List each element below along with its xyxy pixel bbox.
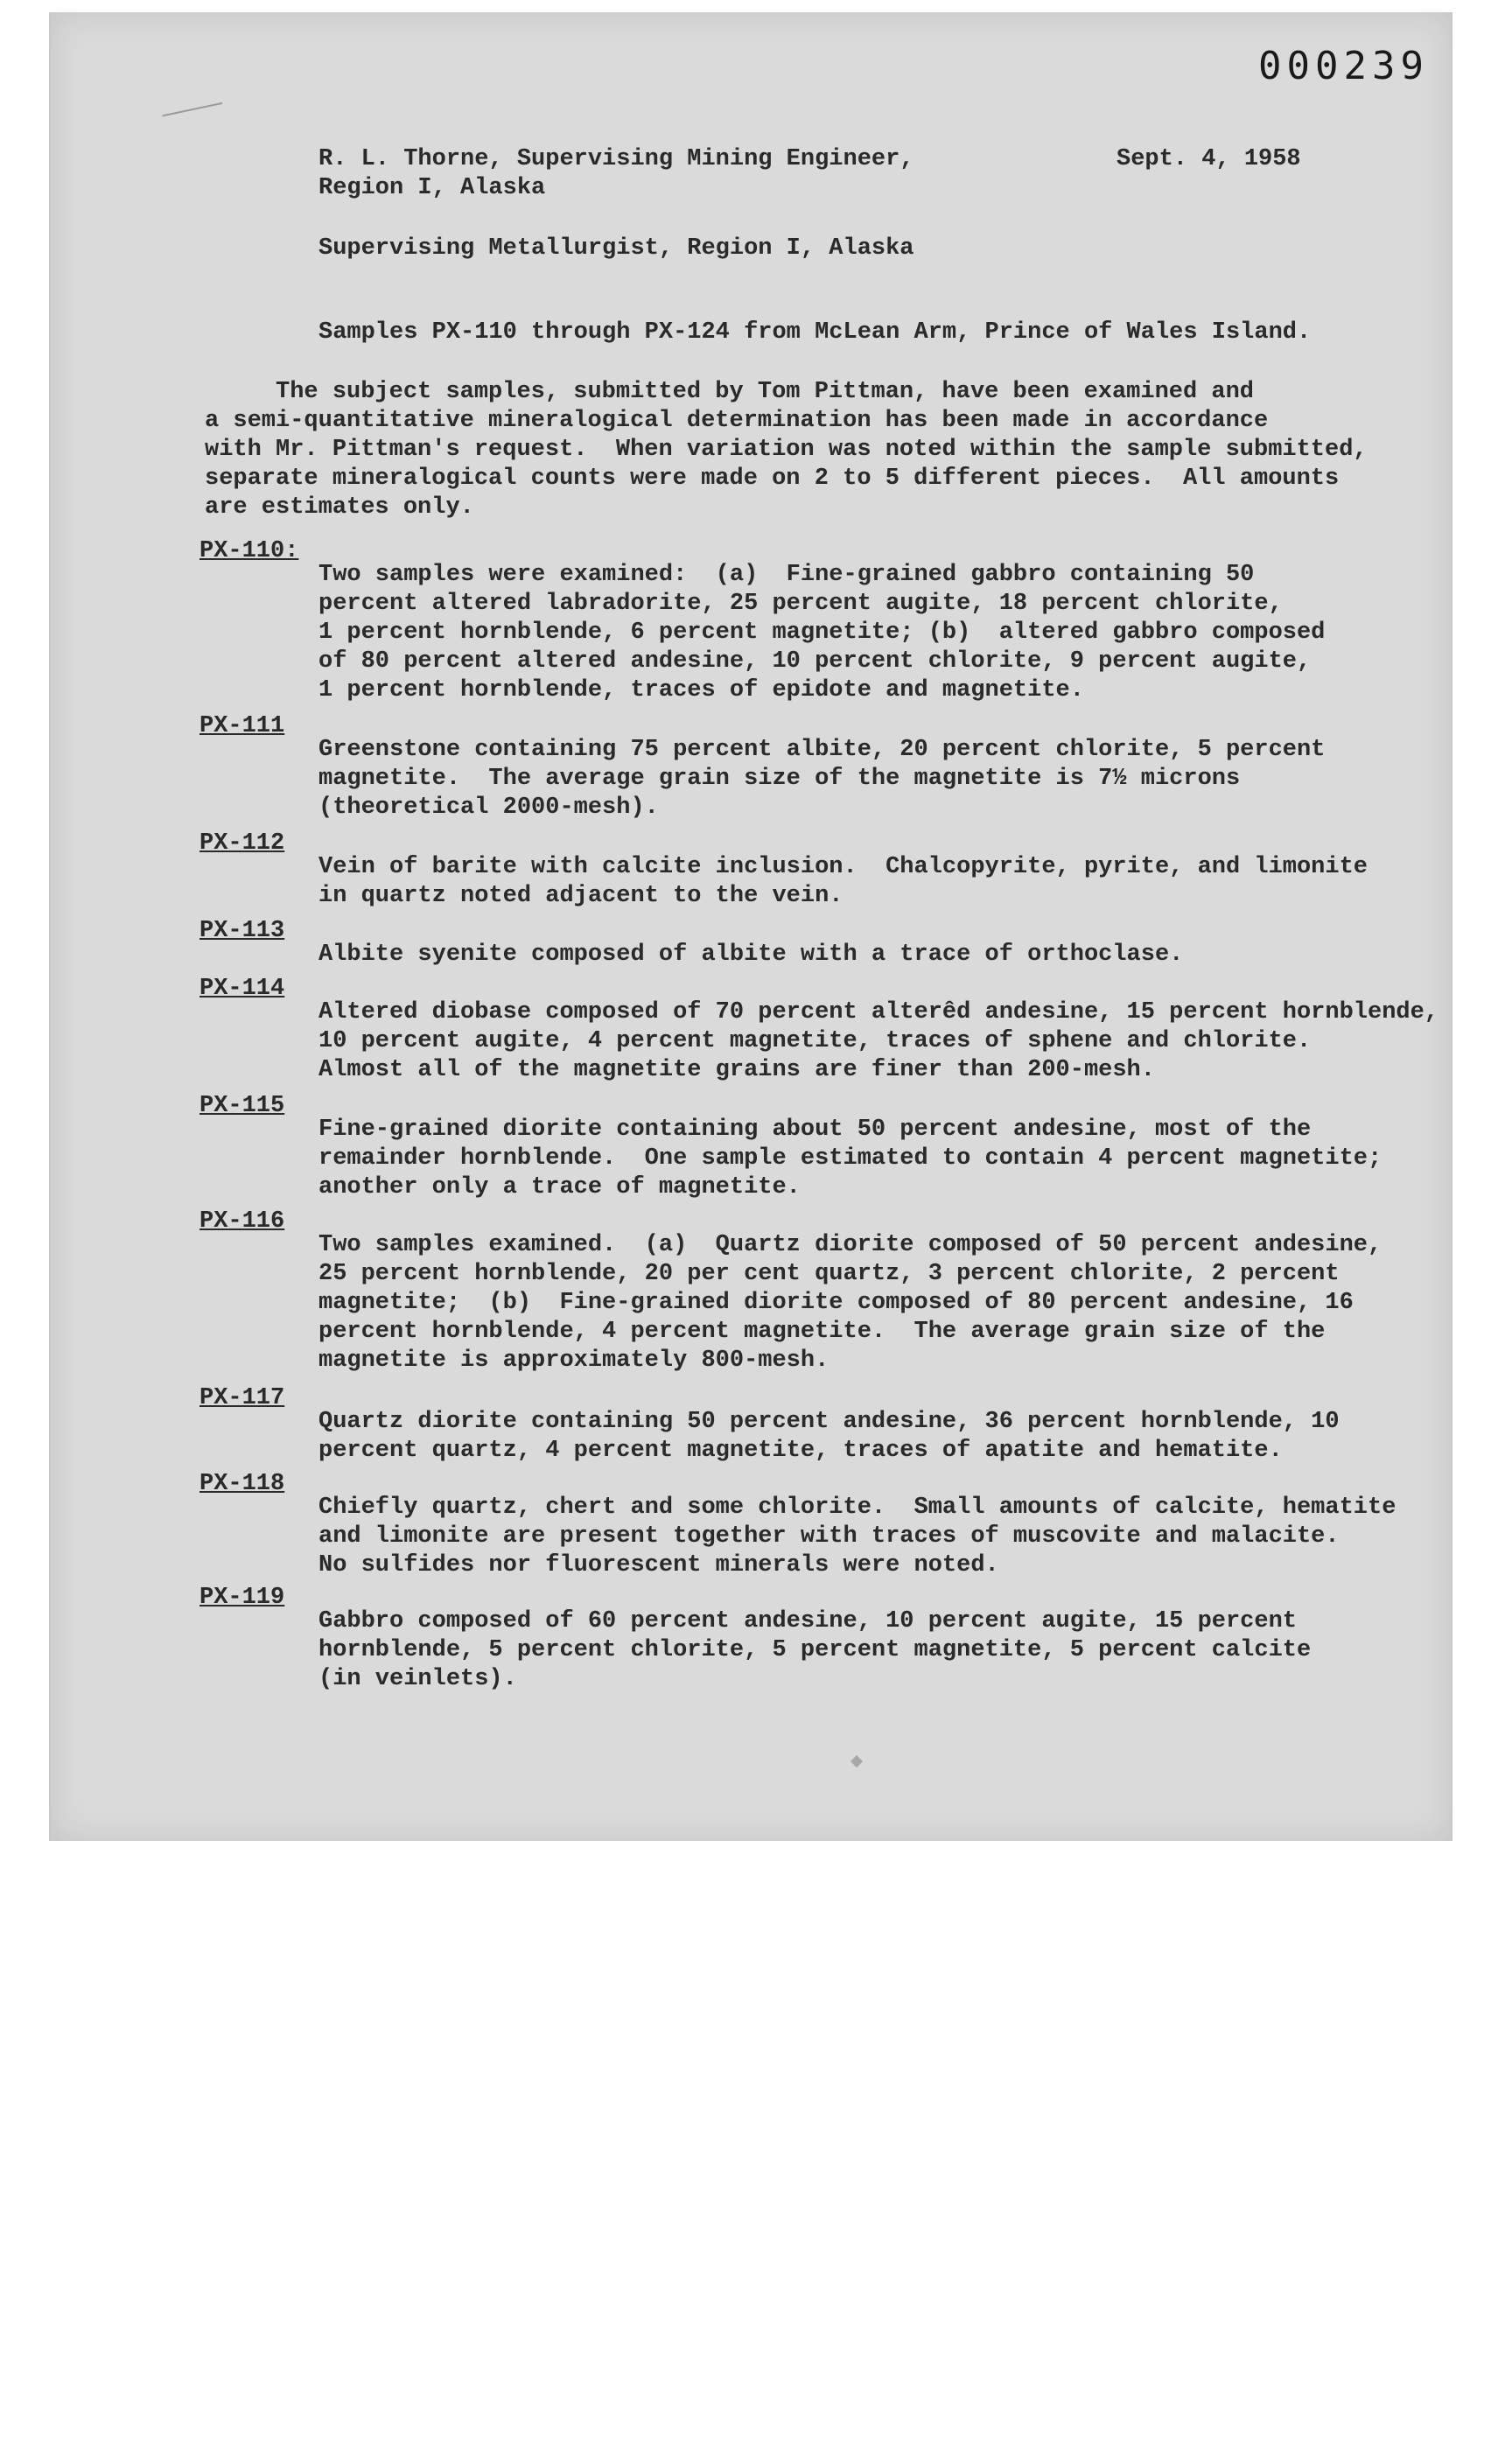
description-line: Fine-grained diorite containing about 50 percent andesine, most of the <box>318 1116 1312 1143</box>
punch-mark <box>850 1755 863 1768</box>
sender: Supervising Metallurgist, Region I, Alaska <box>318 235 914 262</box>
description-line: Albite syenite composed of albite with a trace of orthoclase. <box>318 942 1184 968</box>
sample-description <box>318 1116 1382 1202</box>
description-line: another only a trace of magnetite. <box>318 1174 801 1200</box>
description-line: Gabbro composed of 60 percent andesine, 10 percent augite, 15 percent <box>318 1608 1297 1634</box>
intro-line: The subject samples, submitted by Tom Pittman, have been examined and <box>205 379 1254 405</box>
sample-label: PX-114 <box>200 976 285 1002</box>
sample-description <box>318 941 1183 970</box>
sample-description <box>318 561 1325 705</box>
description-line: magnetite; (b) Fine-grained diorite composed of 80 percent andesine, 16 <box>318 1290 1354 1316</box>
sample-description <box>318 736 1325 822</box>
description-line: percent hornblende, 4 percent magnetite. The average grain size of the <box>318 1319 1326 1345</box>
sample-description <box>318 853 1368 911</box>
intro-paragraph <box>205 378 1368 522</box>
description-line: 10 percent augite, 4 percent magnetite, traces of sphene and chlorite. <box>318 1028 1312 1054</box>
sample-label: PX-116 <box>200 1208 285 1235</box>
description-line: percent altered labradorite, 25 percent augite, 18 percent chlorite, <box>318 591 1283 617</box>
description-line: Altered diobase composed of 70 percent alterêd andesine, 15 percent hornblende, <box>318 999 1439 1026</box>
intro-line: are estimates only. <box>205 494 474 521</box>
description-line: Quartz diorite containing 50 percent andesine, 36 percent hornblende, 10 <box>318 1409 1340 1435</box>
description-line: Two samples were examined: (a) Fine-grained gabbro containing 50 <box>318 562 1255 588</box>
sample-label: PX-113 <box>200 918 285 944</box>
pencil-mark <box>162 102 224 127</box>
description-line: hornblende, 5 percent chlorite, 5 percent magnetite, 5 percent calcite <box>318 1637 1312 1663</box>
addressee-line-1: R. L. Thorne, Supervising Mining Engineer, <box>318 146 914 172</box>
description-line: percent quartz, 4 percent magnetite, traces of apatite and hematite. <box>318 1438 1283 1464</box>
description-line: (in veinlets). <box>318 1666 517 1692</box>
intro-line: separate mineralogical counts were made on 2 to 5 different pieces. All amounts <box>205 466 1340 492</box>
description-line: magnetite is approximately 800-mesh. <box>318 1348 830 1374</box>
description-line: in quartz noted adjacent to the vein. <box>318 883 844 909</box>
description-line: magnetite. The average grain size of the magnetite is 7½ microns <box>318 766 1241 792</box>
description-line: of 80 percent altered andesine, 10 percent chlorite, 9 percent augite, <box>318 648 1312 675</box>
description-line: Two samples examined. (a) Quartz diorite composed of 50 percent andesine, <box>318 1232 1382 1258</box>
memo-date: Sept. 4, 1958 <box>1116 146 1301 172</box>
description-line: and limonite are present together with traces of muscovite and malacite. <box>318 1523 1340 1550</box>
description-line: 1 percent hornblende, 6 percent magnetite; (b) altered gabbro composed <box>318 620 1326 646</box>
description-line: 25 percent hornblende, 20 per cent quartz, 3 percent chlorite, 2 percent <box>318 1261 1340 1287</box>
intro-line: a semi-quantitative mineralogical determination has been made in accordance <box>205 408 1269 434</box>
addressee-line-2: Region I, Alaska <box>318 175 546 201</box>
description-line: Chiefly quartz, chert and some chlorite. Small amounts of calcite, hematite <box>318 1494 1396 1521</box>
sample-description <box>318 1408 1340 1466</box>
description-line: 1 percent hornblende, traces of epidote and magnetite. <box>318 677 1084 704</box>
intro-line: with Mr. Pittman's request. When variation was noted within the sample submitted, <box>205 437 1368 463</box>
sample-label: PX-118 <box>200 1471 285 1497</box>
description-line: Almost all of the magnetite grains are finer than 200-mesh. <box>318 1057 1155 1083</box>
subject-line: Samples PX-110 through PX-124 from McLean Arm, Prince of Wales Island. <box>318 319 1312 346</box>
description-line: (theoretical 2000-mesh). <box>318 794 659 821</box>
sample-label: PX-115 <box>200 1093 285 1119</box>
sample-description <box>318 1607 1311 1694</box>
addressee <box>318 145 914 203</box>
sample-label: PX-111 <box>200 713 285 739</box>
description-line: Greenstone containing 75 percent albite, 20 percent chlorite, 5 percent <box>318 737 1326 763</box>
description-line: No sulfides nor fluorescent minerals were noted. <box>318 1552 999 1578</box>
sample-label: PX-119 <box>200 1585 285 1611</box>
document-sheet <box>49 12 1452 1841</box>
sample-description <box>318 1231 1382 1376</box>
document-number: 000239 <box>1258 44 1429 88</box>
description-line: Vein of barite with calcite inclusion. Chalcopyrite, pyrite, and limonite <box>318 854 1368 880</box>
sample-description <box>318 1494 1396 1580</box>
sample-description <box>318 998 1438 1085</box>
sample-label: PX-112 <box>200 830 285 857</box>
sample-label: PX-117 <box>200 1385 285 1411</box>
sample-label: PX-110: <box>200 538 299 564</box>
description-line: remainder hornblende. One sample estimated to contain 4 percent magnetite; <box>318 1145 1382 1172</box>
